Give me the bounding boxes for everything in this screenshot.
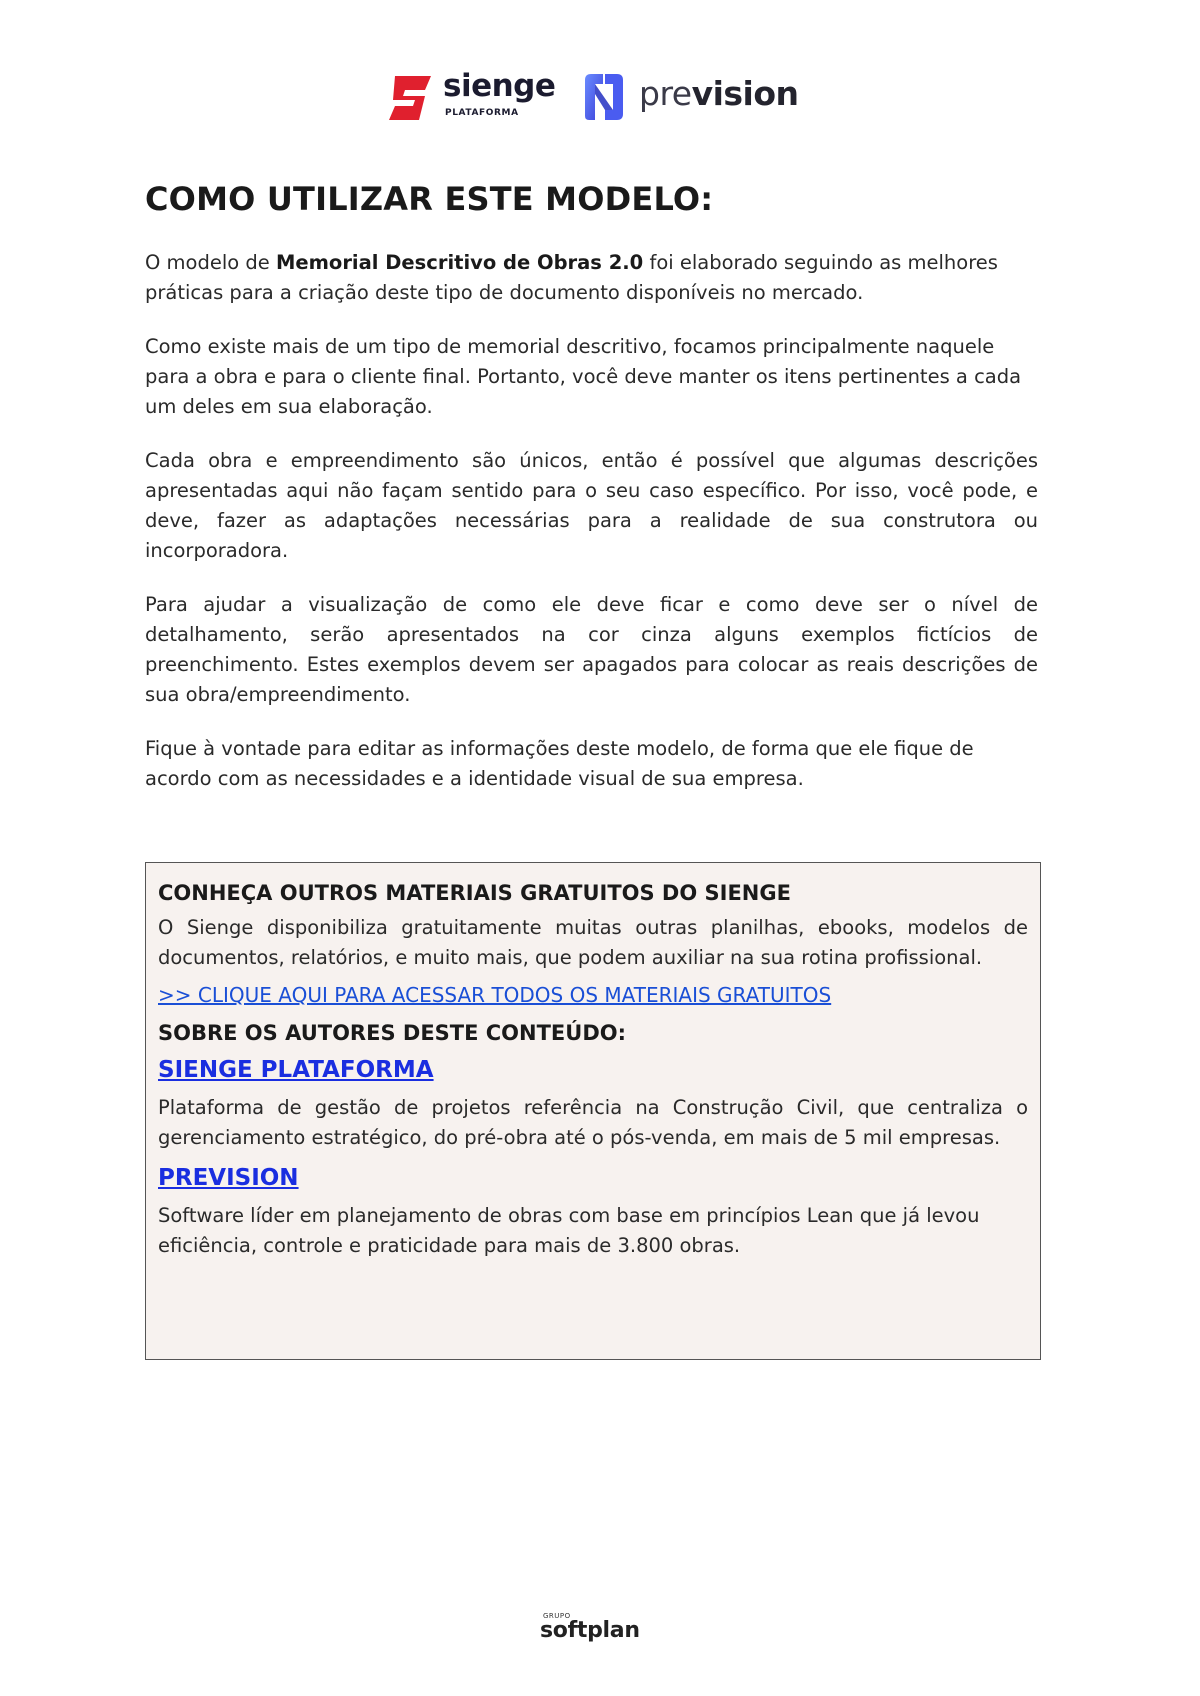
sienge-logo xyxy=(385,68,556,124)
sienge-wordmark: sienge xyxy=(443,68,556,104)
author-link-sienge[interactable]: SIENGE PLATAFORMA xyxy=(158,1057,434,1083)
sienge-subtitle: PLATAFORMA xyxy=(445,108,519,118)
materials-text: O Sienge disponibiliza gratuitamente muitas outras planilhas, ebooks, modelos de documentos, relatórios, e muito mais, que podem auxiliar na sua rotina profissional. xyxy=(158,916,1028,969)
paragraph-editing: Fique à vontade para editar as informações deste modelo, de forma que ele fique de acordo com as necessidades e a identidade visual de sua empresa. xyxy=(145,737,974,790)
info-box xyxy=(145,862,1041,1360)
materials-heading: CONHEÇA OUTROS MATERIAIS GRATUITOS DO SIENGE xyxy=(158,881,791,905)
header-logos xyxy=(385,68,815,128)
prevision-wordmark: prevision xyxy=(639,74,799,113)
author-link-prevision[interactable]: PREVISION xyxy=(158,1165,299,1191)
intro-paragraph: O modelo de Memorial Descritivo de Obras 2.0 foi elaborado seguindo as melhores práticas para a criação deste tipo de documento disponíveis no mercado. xyxy=(145,251,998,304)
softplan-grupo-label: GRUPO xyxy=(543,1612,571,1620)
paragraph-memorial-types: Como existe mais de um tipo de memorial descritivo, focamos principalmente naquele para a obra e para o cliente final. Portanto, você deve manter os itens pertinentes a cada um deles em sua elaboração. xyxy=(145,335,1022,418)
softplan-logo xyxy=(540,1612,650,1648)
softplan-wordmark: softplan xyxy=(540,1618,640,1643)
authors-heading: SOBRE OS AUTORES DESTE CONTEÚDO: xyxy=(158,1021,627,1045)
materials-link[interactable]: >> CLIQUE AQUI PARA ACESSAR TODOS OS MATERIAIS GRATUITOS xyxy=(158,983,832,1007)
document-name: Memorial Descritivo de Obras 2.0 xyxy=(275,251,644,274)
author-description-prevision: Software líder em planejamento de obras com base em princípios Lean que já levou eficiência, controle e praticidade para mais de 3.800 obras. xyxy=(158,1204,980,1257)
prevision-logo-icon xyxy=(581,72,627,122)
paragraph-examples: Para ajudar a visualização de como ele deve ficar e como deve ser o nível de detalhamento, serão apresentados na cor cinza alguns exemplos fictícios de preenchimento. Estes exemplos devem ser apagados para colocar as reais descrições de sua obra/empreendimento. xyxy=(145,593,1038,706)
main-content xyxy=(145,180,1038,818)
sienge-logo-icon xyxy=(385,72,437,124)
paragraph-adaptations: Cada obra e empreendimento são únicos, então é possível que algumas descrições apresentadas aqui não façam sentido para o seu caso específico. Por isso, você pode, e deve, fazer as adaptações necessárias para a realidade de sua construtora ou incorporadora. xyxy=(145,449,1038,562)
prevision-logo xyxy=(581,72,811,124)
author-description-sienge: Plataforma de gestão de projetos referência na Construção Civil, que centraliza o gerenciamento estratégico, do pré-obra até o pós-venda, em mais de 5 mil empresas. xyxy=(158,1096,1028,1149)
page-title: COMO UTILIZAR ESTE MODELO: xyxy=(145,180,714,218)
